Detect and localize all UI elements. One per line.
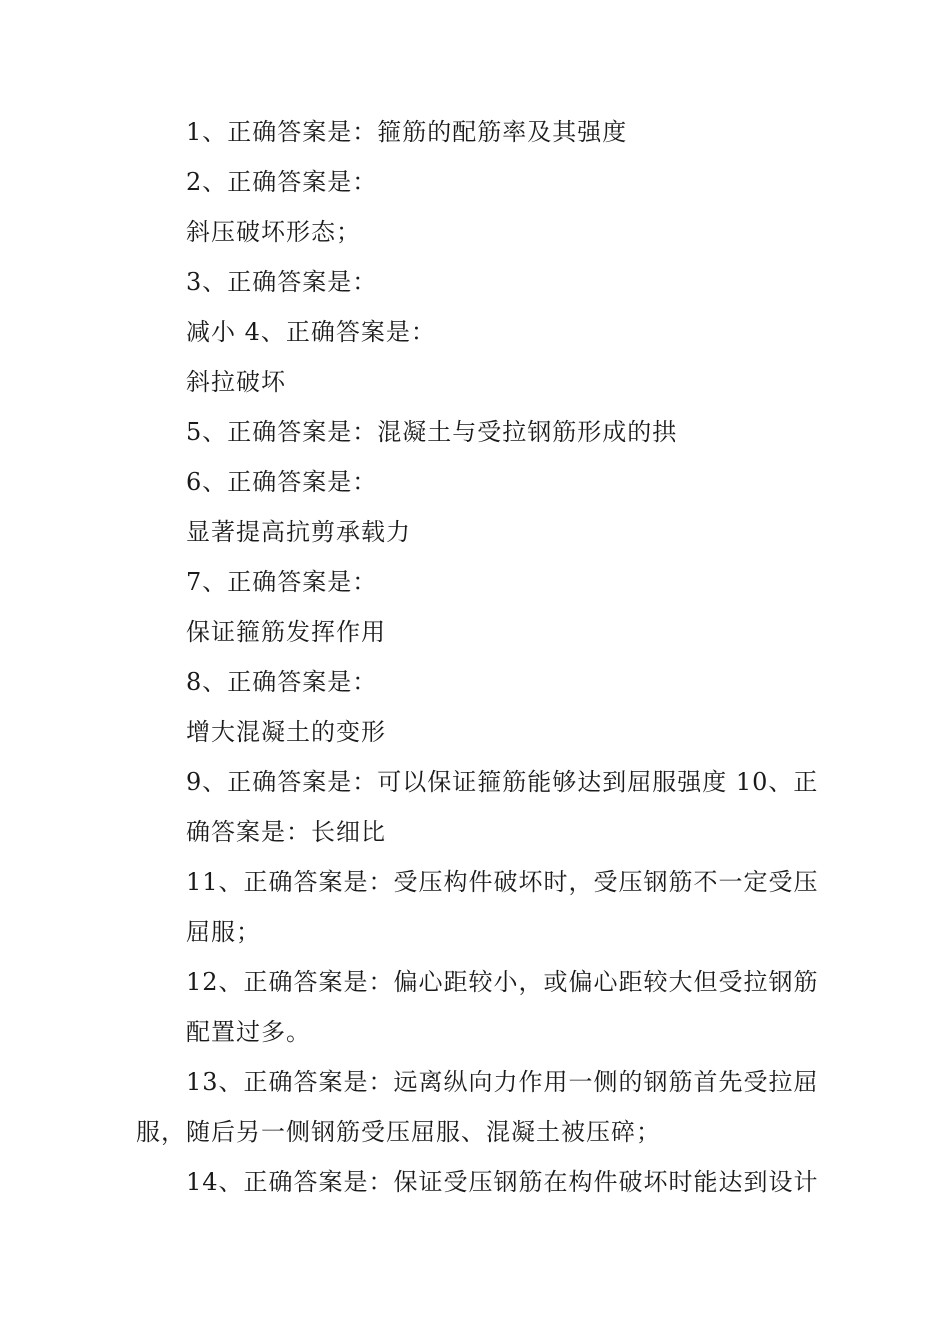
answer-line-5: 5、正确答案是：混凝土与受拉钢筋形成的拱 — [186, 418, 678, 446]
answer-line-4-content: 斜拉破坏 — [186, 368, 286, 396]
answer-line-3-4: 减小 4、正确答案是： — [186, 318, 436, 346]
answer-line-7-content: 保证箍筋发挥作用 — [186, 618, 386, 646]
answer-line-2-content: 斜压破坏形态； — [186, 218, 361, 246]
answer-line-6-content: 显著提高抗剪承载力 — [186, 518, 411, 546]
answer-line-1: 1、正确答案是：箍筋的配筋率及其强度 — [186, 118, 628, 146]
answer-line-7: 7、正确答案是： — [186, 568, 378, 596]
answer-line-12-cont: 配置过多。 — [186, 1018, 311, 1046]
answer-line-8: 8、正确答案是： — [186, 668, 378, 696]
answer-line-12: 12、正确答案是：偏心距较小，或偏心距较大但受拉钢筋 — [186, 968, 819, 996]
answer-line-3: 3、正确答案是： — [186, 268, 378, 296]
answer-line-11-cont: 屈服； — [186, 918, 261, 946]
answer-line-2: 2、正确答案是： — [186, 168, 378, 196]
answer-line-13: 13、正确答案是：远离纵向力作用一侧的钢筋首先受拉屈 — [186, 1068, 819, 1096]
answer-line-14: 14、正确答案是：保证受压钢筋在构件破坏时能达到设计 — [186, 1168, 819, 1196]
answer-line-11: 11、正确答案是：受压构件破坏时，受压钢筋不一定受压 — [186, 868, 819, 896]
answer-line-6: 6、正确答案是： — [186, 468, 378, 496]
answer-line-13-cont: 服，随后另一侧钢筋受压屈服、混凝土被压碎； — [136, 1118, 661, 1146]
answer-line-8-content: 增大混凝土的变形 — [186, 718, 386, 746]
answer-line-9-10: 9、正确答案是：可以保证箍筋能够达到屈服强度 10、正 — [186, 768, 819, 796]
answer-line-10-content: 确答案是：长细比 — [186, 818, 386, 846]
